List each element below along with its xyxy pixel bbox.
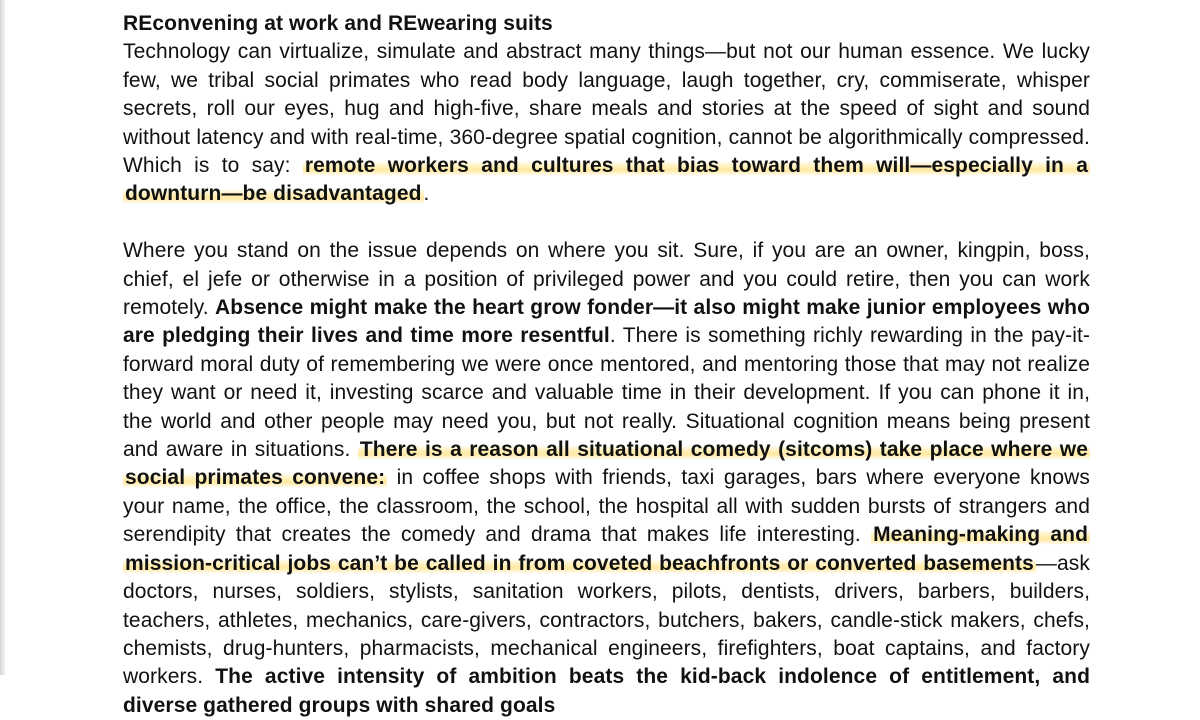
document-page	[123, 10, 1090, 720]
bold-active-intensity: The active intensity of ambition beats the kid-back indolence of entitlement, and diverse gathered groups with shared goals	[123, 665, 1090, 717]
paragraph-1-text-b: .	[423, 182, 430, 206]
paragraph-2-text-b: . There is something richly rewarding in the pay-it-forward moral duty of remembering we were once mentored, and mentoring those that may not realize they want or need it, investing scarce and valuable time in their development. If you can phone it in, the world and other people may need you, but not really. Situational cognition means being present and aware in situations.	[123, 324, 1090, 462]
paragraph-2	[123, 237, 1090, 720]
highlight-remote-workers: remote workers and cultures that bias toward them will—especially in a downturn—be disadvantaged	[125, 154, 1088, 206]
paragraph-2-text-c: in coffee shops with friends, taxi garages, bars where everyone knows your name, the office, the classroom, the school, the hospital all with sudden bursts of strangers and serendipity that creates the comedy and drama that makes life interesting.	[123, 466, 1090, 547]
paragraph-1-text-a: Technology can virtualize, simulate and abstract many things—but not our human essence. We lucky few, we tribal social primates who read body language, laugh together, cry, commiserate, whisper secrets, roll our eyes, hug and high-five, share meals and stories at the speed of sight and sound without latency and with real-time, 360-degree spatial cognition, cannot be algorithmically compressed. Which is to say:	[123, 40, 1090, 178]
highlight-sitcoms: There is a reason all situational comedy (sitcoms) take place where we social primates convene:	[125, 438, 1088, 490]
section-heading: REconvening at work and REwearing suits	[123, 12, 553, 35]
paragraph-2-text-d: —ask doctors, nurses, soldiers, stylists, sanitation workers, pilots, dentists, drivers, barbers, builders, teachers, athletes, mechanics, care-givers, contractors, butchers, bakers, candle-stick makers, chefs, chemists, drug-hunters, pharmacists, mechanical engineers, firefighters, boat captains, and factory workers.	[123, 551, 1090, 689]
bold-absence-sentence: Absence might make the heart grow fonder—it also might make junior employees who are pledging their lives and time more resentful	[123, 296, 1091, 348]
highlight-meaning-making: Meaning-making and mission-critical jobs can’t be called in from coveted beachfronts or converted basements	[125, 523, 1089, 575]
paragraph-1	[123, 38, 1090, 208]
page-edge-shadow	[0, 0, 5, 675]
paragraph-2-text-a: Where you stand on the issue depends on where you sit. Sure, if you are an owner, kingpin, boss, chief, el jefe or otherwise in a position of privileged power and you could retire, then you can work remotely.	[123, 239, 1090, 320]
